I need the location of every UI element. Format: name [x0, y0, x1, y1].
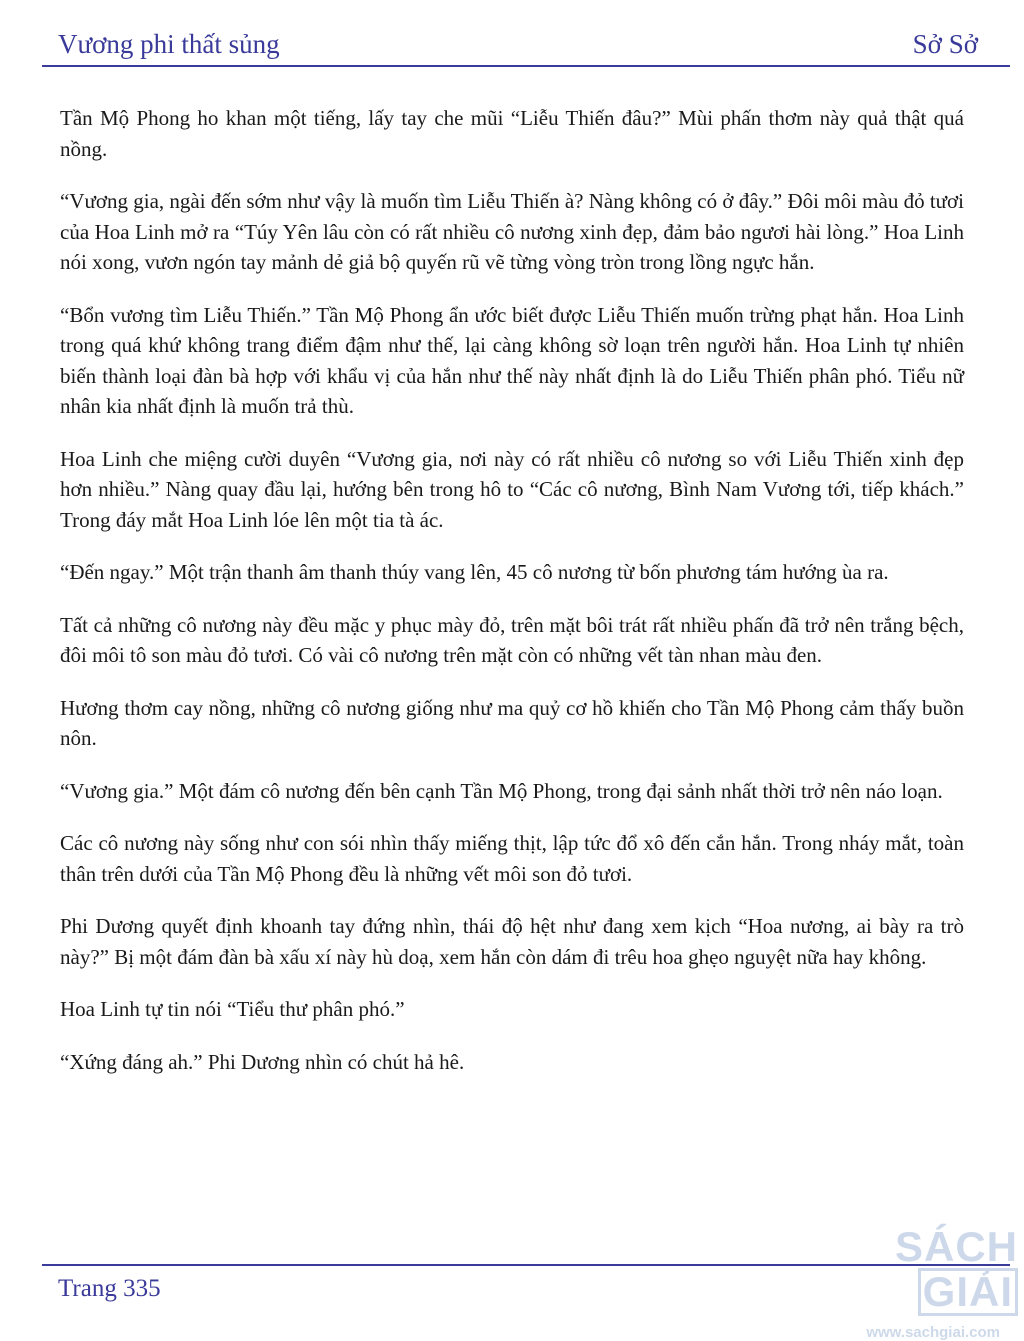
paragraph: “Vương gia.” Một đám cô nương đến bên cạnh Tần Mộ Phong, trong đại sảnh nhất thời trở nên náo loạn.	[60, 778, 943, 803]
page-header	[58, 22, 978, 64]
watermark-word-giai: GIẢI	[918, 1268, 1018, 1316]
watermark-url: www.sachgiai.com	[866, 1324, 1000, 1341]
paragraph: Hoa Linh tự tin nói “Tiểu thư phân phó.”	[60, 997, 405, 1021]
paragraph: “Đến ngay.” Một trận thanh âm thanh thúy vang lên, 45 cô nương từ bốn phương tám hướng ùa ra.	[60, 560, 889, 584]
paragraph: Các cô nương này sống như con sói nhìn thấy miếng thịt, lập tức đổ xô đến cắn hắn. Trong nháy mắt, toàn thân trên dưới của Tần Mộ Phong đều là những vết môi son đỏ tươi.	[60, 831, 964, 886]
book-title: Vương phi thất sủng	[58, 29, 280, 59]
header-divider	[42, 65, 1010, 67]
watermark-logo	[818, 1223, 1018, 1341]
page-body	[60, 103, 964, 1099]
paragraph: Phi Dương quyết định khoanh tay đứng nhìn, thái độ hệt như đang xem kịch “Hoa nương, ai bày ra trò này?” Bị một đám đàn bà xấu xí này hù doạ, xem hắn còn dám đi trêu hoa ghẹo nguyệt nữa hay không.	[60, 914, 964, 969]
author-name: Sở Sở	[912, 29, 978, 59]
paragraph: “Vương gia, ngài đến sớm như vậy là muốn tìm Liễu Thiến à? Nàng không có ở đây.” Đôi môi màu đỏ tươi của Hoa Linh mở ra “Túy Yên lâu còn có rất nhiều cô nương xinh đẹp, đảm bảo ngươi hài lòng.” Hoa Linh nói xong, vươn ngón tay mảnh dẻ giả bộ quyến rũ vẽ từng vòng tròn trong lồng ngực hắn.	[60, 189, 964, 274]
paragraph: Tất cả những cô nương này đều mặc y phục mày đỏ, trên mặt bôi trát rất nhiều phấn đã trở nên trắng bệch, đôi môi tô son màu đỏ tươi. Có vài cô nương trên mặt còn có những vết tàn nhan màu đen.	[60, 612, 964, 667]
paragraph: “Bổn vương tìm Liễu Thiến.” Tần Mộ Phong ẩn ước biết được Liễu Thiến muốn trừng phạt hắn. Hoa Linh trong quá khứ không trang điểm đậm như thế, lại càng không sờ loạn trên người hắn. Hoa Linh tự nhiên biến thành loại đàn bà hợp với khẩu vị của hắn như thế này nhất định là do Liễu Thiến phân phó. Tiểu nữ nhân kia nhất định là muốn trả thù.	[60, 302, 964, 418]
paragraph: Hoa Linh che miệng cười duyên “Vương gia, nơi này có rất nhiều cô nương so với Liễu Thiến xinh đẹp hơn nhiều.” Nàng quay đầu lại, hướng bên trong hô to “Các cô nương, Bình Nam Vương tới, tiếp khách.” Trong đáy mắt Hoa Linh lóe lên một tia tà ác.	[60, 446, 964, 532]
watermark-wordmark	[818, 1223, 1018, 1316]
watermark-word-sach: SÁCH	[894, 1223, 1018, 1270]
paragraph: Hương thơm cay nồng, những cô nương giống như ma quỷ cơ hồ khiến cho Tần Mộ Phong cảm thấy buồn nôn.	[60, 695, 964, 750]
paragraph: “Xứng đáng ah.” Phi Dương nhìn có chút hả hê.	[60, 1049, 465, 1074]
paragraph: Tần Mộ Phong ho khan một tiếng, lấy tay che mũi “Liễu Thiến đâu?” Mùi phấn thơm này quả thật quá nồng.	[60, 106, 964, 161]
page-number: Trang 335	[58, 1275, 161, 1302]
